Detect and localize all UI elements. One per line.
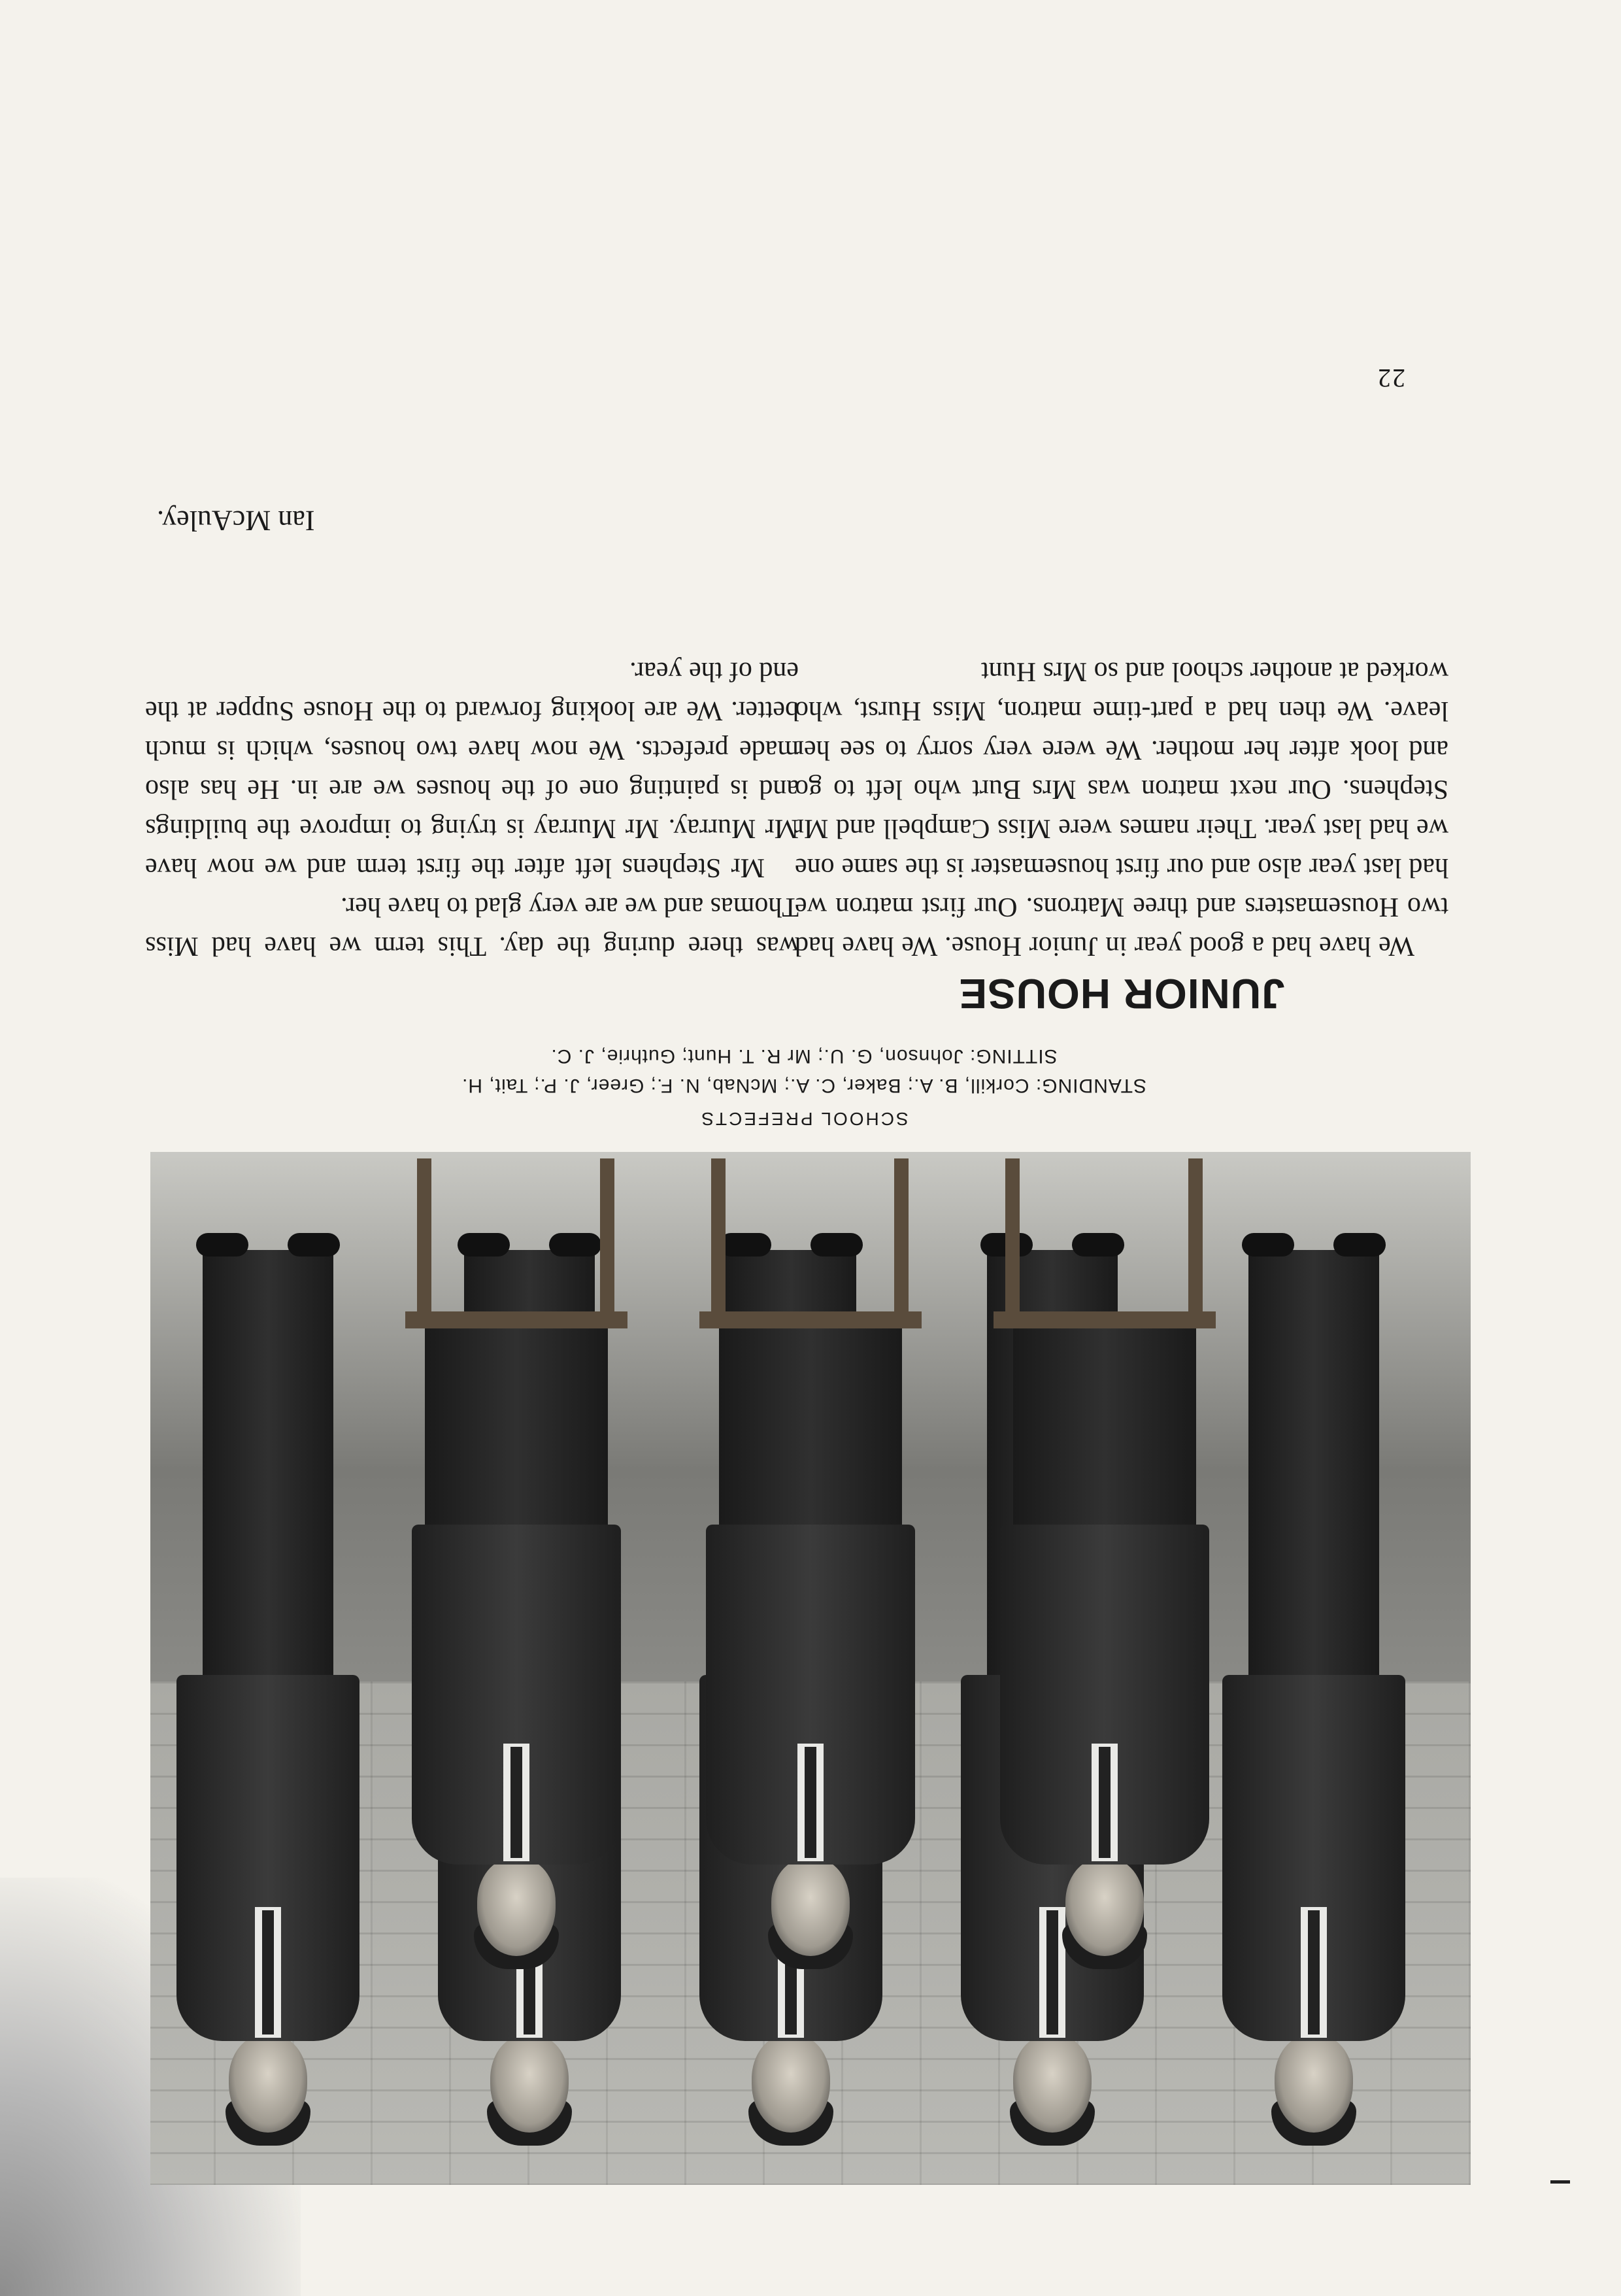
article-paragraph: We have had a good year in Junior House. We have had two Housemasters and three Matrons. Our first matron we had last year also and our first housemaster is the same one we had last year. Their names were Miss Campbell and Mr Stephens. Our next matron was Mrs Burt who left to go and look after her mother. We were very sorry to see her leave. We then had a part-time matron, Miss Hurst, who worked at another school and so Mrs Hunt bbox=[795, 656, 1448, 961]
article-paragraph: was there during the day. This term we have had Miss Thomas and we are very glad to have her. bbox=[145, 892, 799, 961]
page-number: 22 bbox=[1377, 363, 1405, 393]
article-title: JUNIOR HOUSE bbox=[958, 970, 1285, 1017]
article-author: Ian McAuley. bbox=[157, 505, 315, 537]
prefects-photo bbox=[150, 1152, 1471, 2185]
article-column-right bbox=[145, 652, 799, 966]
article-column-left bbox=[795, 652, 1448, 966]
photo-caption-title: SCHOOL PREFECTS bbox=[699, 1109, 909, 1129]
article-paragraph: Mr Stephens left after the first term and we now have Mr Murray. Mr Murray is trying to improve the buildings and is painting one of the houses we are in. He has also made prefects. We now have two houses, which is much better. We are looking forward to the House Supper at the end of the year. bbox=[145, 656, 799, 883]
photo-caption-sitting: SITTING: Johnson, G. U.; Mr R. T. Hunt; Guthrie, J. C. bbox=[550, 1045, 1058, 1067]
photo-caption-standing: STANDING: Corkill, B. A.; Baker, C. A.; McNab, N. F.; Greer, J. P.; Tait, H. bbox=[461, 1075, 1146, 1096]
scan-mark bbox=[1550, 2180, 1570, 2184]
